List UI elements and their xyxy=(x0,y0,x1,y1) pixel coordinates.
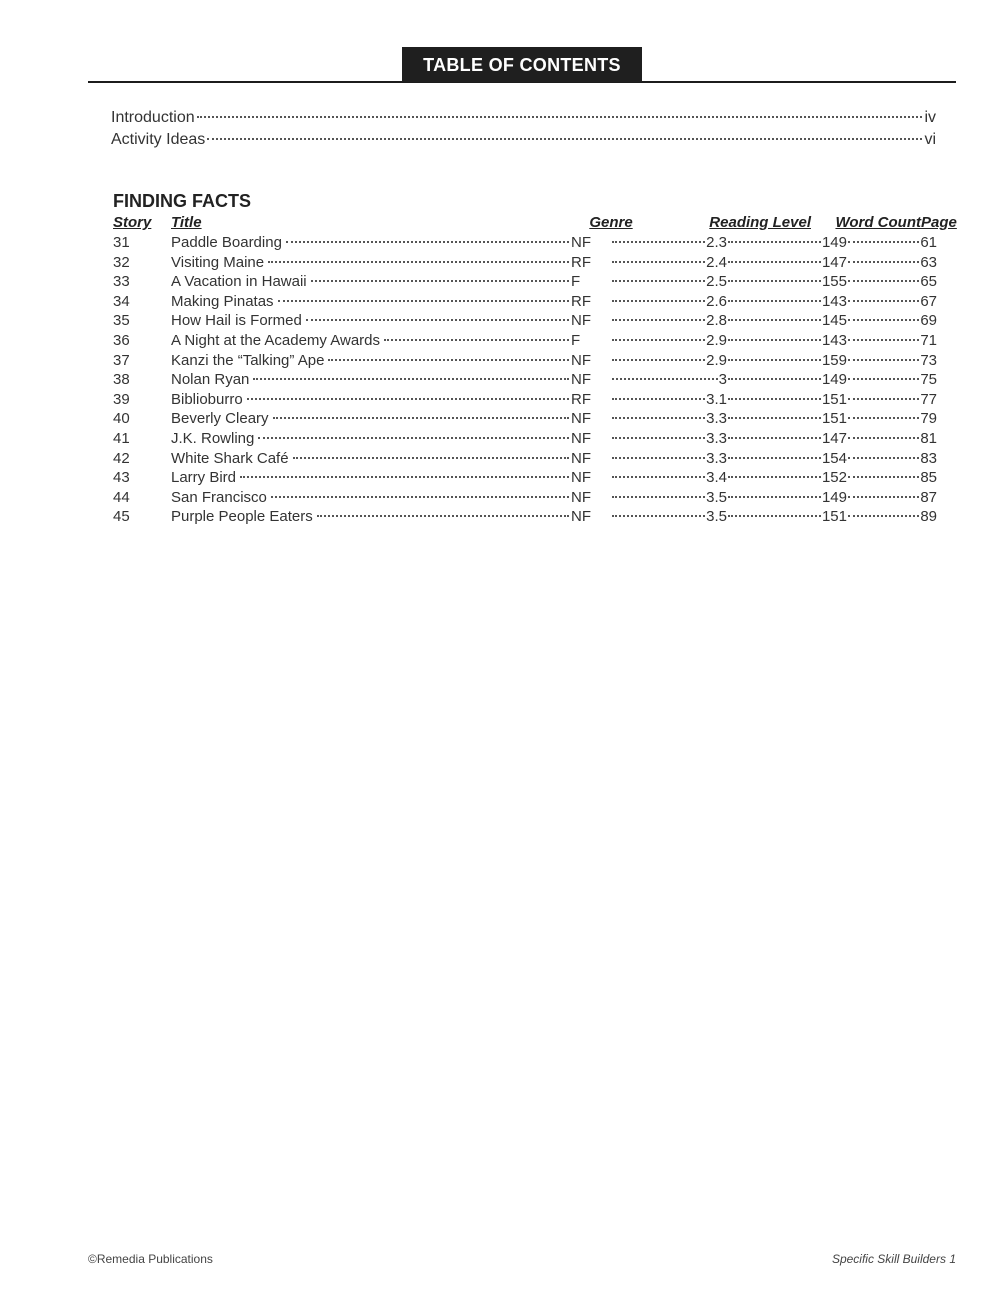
cell-reading-level xyxy=(611,253,727,273)
cell-title-text: Nolan Ryan xyxy=(171,371,250,389)
dot-leader xyxy=(728,515,821,517)
cell-title-text: Biblioburro xyxy=(171,390,243,408)
cell-page xyxy=(847,390,937,410)
cell-reading-level-text: 2.8 xyxy=(706,312,727,330)
cell-word-count xyxy=(727,488,847,508)
cell-title-text: Beverly Cleary xyxy=(171,410,269,428)
cell-title xyxy=(171,351,571,371)
col-header-word-count: Word Count xyxy=(835,214,921,231)
dot-leader xyxy=(258,437,569,439)
dot-leader xyxy=(612,319,705,321)
table-row xyxy=(113,272,937,292)
cell-genre: NF xyxy=(571,234,591,251)
cell-story: 38 xyxy=(113,371,130,389)
cell-genre: NF xyxy=(571,351,591,369)
cell-reading-level-text: 3.3 xyxy=(706,410,727,428)
dot-leader xyxy=(848,261,919,263)
table-row xyxy=(113,370,937,390)
cell-genre: F xyxy=(571,273,581,291)
dot-leader xyxy=(848,496,919,498)
cell-story: 39 xyxy=(113,390,130,408)
dot-leader xyxy=(848,437,919,439)
table-row xyxy=(113,390,937,410)
dot-leader xyxy=(848,319,919,321)
cell-word-count-text: 155 xyxy=(821,273,847,291)
cell-title-text: San Francisco xyxy=(171,488,267,506)
cell-word-count-text: 151 xyxy=(821,508,847,526)
table-row xyxy=(113,507,937,527)
cell-genre: NF xyxy=(571,429,591,447)
dot-leader xyxy=(306,319,569,321)
cell-story: 34 xyxy=(113,292,130,310)
cell-word-count-text: 143 xyxy=(821,292,847,310)
cell-story: 43 xyxy=(113,469,130,487)
cell-story: 45 xyxy=(113,508,130,526)
cell-reading-level-text: 3.1 xyxy=(706,390,727,408)
cell-reading-level xyxy=(611,370,727,390)
col-header-story: Story xyxy=(113,214,152,231)
cell-reading-level xyxy=(611,351,727,371)
cell-word-count xyxy=(727,351,847,371)
dot-leader xyxy=(728,457,821,459)
cell-word-count xyxy=(727,272,847,292)
cell-page-text: 79 xyxy=(920,410,937,428)
dot-leader xyxy=(612,261,705,263)
cell-page-text: 63 xyxy=(920,253,937,271)
cell-title-text: J.K. Rowling xyxy=(171,429,255,447)
cell-page-text: 61 xyxy=(920,234,937,251)
dot-leader xyxy=(728,417,821,419)
cell-title xyxy=(171,390,571,410)
table-row xyxy=(113,331,937,351)
cell-genre: NF xyxy=(571,371,591,389)
cell-word-count xyxy=(727,253,847,273)
table-header xyxy=(113,213,957,233)
cell-page-text: 81 xyxy=(920,429,937,447)
table-body xyxy=(113,233,937,527)
cell-reading-level-text: 2.5 xyxy=(706,273,727,291)
cell-title xyxy=(171,409,571,429)
col-header-page: Page xyxy=(921,214,957,231)
table-row xyxy=(113,429,937,449)
table-row xyxy=(113,488,937,508)
cell-reading-level-text: 2.3 xyxy=(706,234,727,251)
cell-reading-level-text: 3.5 xyxy=(706,488,727,506)
cell-page-text: 87 xyxy=(920,488,937,506)
cell-story: 37 xyxy=(113,351,130,369)
cell-genre: NF xyxy=(571,449,591,467)
dot-leader xyxy=(273,417,569,419)
table-row xyxy=(113,468,937,488)
dot-leader xyxy=(848,280,919,282)
cell-reading-level-text: 2.9 xyxy=(706,351,727,369)
dot-leader xyxy=(848,398,919,400)
cell-genre: NF xyxy=(571,508,591,526)
cell-reading-level xyxy=(611,311,727,331)
table-row xyxy=(113,409,937,429)
cell-reading-level xyxy=(611,429,727,449)
dot-leader xyxy=(728,496,821,498)
cell-title xyxy=(171,311,571,331)
cell-reading-level xyxy=(611,272,727,292)
dot-leader xyxy=(271,496,569,498)
cell-reading-level xyxy=(611,449,727,469)
cell-reading-level-text: 3.3 xyxy=(706,449,727,467)
cell-reading-level xyxy=(611,331,727,351)
cell-word-count xyxy=(727,449,847,469)
cell-story: 42 xyxy=(113,449,130,467)
cell-title-text: Kanzi the “Talking” Ape xyxy=(171,351,325,369)
cell-word-count xyxy=(727,409,847,429)
cell-title-text: White Shark Café xyxy=(171,449,289,467)
dot-leader xyxy=(728,378,821,380)
cell-word-count-text: 152 xyxy=(821,469,847,487)
dot-leader xyxy=(728,476,821,478)
table-row xyxy=(113,253,937,273)
cell-title xyxy=(171,233,571,253)
cell-reading-level xyxy=(611,390,727,410)
col-header-reading-level: Reading Level xyxy=(709,214,811,231)
dot-leader xyxy=(848,476,919,478)
cell-title-text: Purple People Eaters xyxy=(171,508,313,526)
cell-genre: NF xyxy=(571,469,591,487)
cell-title-text: Making Pinatas xyxy=(171,292,274,310)
cell-title-text: A Vacation in Hawaii xyxy=(171,273,307,291)
cell-word-count xyxy=(727,507,847,527)
dot-leader xyxy=(612,300,705,302)
dot-leader xyxy=(240,476,569,478)
cell-word-count xyxy=(727,311,847,331)
cell-page xyxy=(847,409,937,429)
dot-leader xyxy=(612,496,705,498)
cell-page xyxy=(847,429,937,449)
cell-page xyxy=(847,292,937,312)
cell-page xyxy=(847,488,937,508)
cell-title-text: Larry Bird xyxy=(171,469,237,487)
cell-word-count-text: 159 xyxy=(821,351,847,369)
dot-leader xyxy=(612,280,705,282)
cell-page xyxy=(847,331,937,351)
front-matter-page: iv xyxy=(924,109,936,126)
front-matter-label: Introduction xyxy=(111,109,195,126)
cell-page-text: 89 xyxy=(920,508,937,526)
dot-leader xyxy=(612,359,705,361)
dot-leader xyxy=(612,339,705,341)
dot-leader xyxy=(317,515,569,517)
cell-reading-level xyxy=(611,468,727,488)
cell-word-count-text: 151 xyxy=(821,410,847,428)
dot-leader xyxy=(612,417,705,419)
cell-title xyxy=(171,507,571,527)
cell-word-count-text: 149 xyxy=(821,371,847,389)
cell-genre: RF xyxy=(571,292,591,310)
dot-leader xyxy=(286,241,569,243)
cell-page xyxy=(847,468,937,488)
cell-title-text: Visiting Maine xyxy=(171,253,265,271)
front-matter-item xyxy=(111,107,936,129)
cell-title xyxy=(171,292,571,312)
cell-reading-level-text: 3.3 xyxy=(706,429,727,447)
footer-copyright: ©Remedia Publications xyxy=(88,1252,213,1266)
table-row xyxy=(113,311,937,331)
cell-title xyxy=(171,449,571,469)
dot-leader xyxy=(848,359,919,361)
cell-story: 44 xyxy=(113,488,130,506)
cell-page-text: 73 xyxy=(920,351,937,369)
cell-story: 32 xyxy=(113,253,130,271)
cell-page-text: 83 xyxy=(920,449,937,467)
cell-word-count-text: 154 xyxy=(821,449,847,467)
cell-page-text: 75 xyxy=(920,371,937,389)
front-matter-item xyxy=(111,129,936,151)
cell-word-count-text: 145 xyxy=(821,312,847,330)
cell-story: 33 xyxy=(113,273,130,291)
dot-leader xyxy=(848,378,919,380)
cell-genre: F xyxy=(571,331,581,349)
cell-title-text: Paddle Boarding xyxy=(171,234,282,251)
cell-reading-level xyxy=(611,507,727,527)
dot-leader xyxy=(728,261,821,263)
cell-reading-level-text: 2.4 xyxy=(706,253,727,271)
dot-leader xyxy=(612,515,705,517)
dot-leader xyxy=(728,280,821,282)
cell-word-count-text: 147 xyxy=(821,429,847,447)
cell-genre: NF xyxy=(571,488,591,506)
cell-title-text: A Night at the Academy Awards xyxy=(171,331,381,349)
dot-leader xyxy=(848,457,919,459)
front-matter-list xyxy=(111,107,936,151)
cell-word-count-text: 147 xyxy=(821,253,847,271)
cell-page xyxy=(847,351,937,371)
dot-leader xyxy=(328,359,569,361)
cell-reading-level-text: 2.9 xyxy=(706,331,727,349)
cell-story: 31 xyxy=(113,234,130,251)
dot-leader xyxy=(268,261,569,263)
dot-leader xyxy=(253,378,569,380)
cell-story: 40 xyxy=(113,410,130,428)
cell-title xyxy=(171,272,571,292)
cell-story: 35 xyxy=(113,312,130,330)
cell-word-count xyxy=(727,429,847,449)
cell-genre: NF xyxy=(571,410,591,428)
cell-word-count xyxy=(727,390,847,410)
dot-leader xyxy=(278,300,569,302)
cell-word-count xyxy=(727,233,847,253)
dot-leader xyxy=(612,437,705,439)
table-row xyxy=(113,292,937,312)
cell-reading-level xyxy=(611,233,727,253)
dot-leader xyxy=(612,378,718,380)
cell-page-text: 71 xyxy=(920,331,937,349)
dot-leader xyxy=(612,457,705,459)
cell-title xyxy=(171,370,571,390)
table-row xyxy=(113,233,937,253)
dot-leader xyxy=(207,138,922,140)
cell-page xyxy=(847,507,937,527)
cell-page xyxy=(847,449,937,469)
page-title: TABLE OF CONTENTS xyxy=(402,47,642,82)
cell-word-count xyxy=(727,468,847,488)
footer-book-title: Specific Skill Builders 1 xyxy=(831,1252,956,1266)
dot-leader xyxy=(612,398,705,400)
cell-reading-level xyxy=(611,409,727,429)
dot-leader xyxy=(728,241,821,243)
table-row xyxy=(113,351,937,371)
story-table xyxy=(113,213,957,527)
cell-genre: NF xyxy=(571,312,591,330)
dot-leader xyxy=(848,417,919,419)
cell-page-text: 67 xyxy=(920,292,937,310)
dot-leader xyxy=(728,359,821,361)
cell-page xyxy=(847,272,937,292)
cell-reading-level-text: 2.6 xyxy=(706,292,727,310)
cell-page xyxy=(847,311,937,331)
cell-page-text: 85 xyxy=(920,469,937,487)
dot-leader xyxy=(848,300,919,302)
cell-reading-level xyxy=(611,292,727,312)
dot-leader xyxy=(848,515,919,517)
col-header-genre: Genre xyxy=(589,214,633,231)
dot-leader xyxy=(728,398,821,400)
cell-title xyxy=(171,429,571,449)
dot-leader xyxy=(311,280,569,282)
cell-word-count-text: 149 xyxy=(821,488,847,506)
cell-reading-level-text: 3.4 xyxy=(706,469,727,487)
cell-page-text: 77 xyxy=(920,390,937,408)
cell-page xyxy=(847,233,937,253)
dot-leader xyxy=(728,319,821,321)
cell-genre: RF xyxy=(571,390,591,408)
dot-leader xyxy=(384,339,569,341)
cell-page xyxy=(847,253,937,273)
cell-title xyxy=(171,253,571,273)
cell-title xyxy=(171,468,571,488)
cell-word-count xyxy=(727,292,847,312)
dot-leader xyxy=(612,476,705,478)
section-title: FINDING FACTS xyxy=(113,191,251,211)
cell-reading-level-text: 3 xyxy=(718,371,727,389)
dot-leader xyxy=(247,398,569,400)
front-matter-page: vi xyxy=(924,131,936,148)
cell-page xyxy=(847,370,937,390)
cell-story: 36 xyxy=(113,331,130,349)
cell-title-text: How Hail is Formed xyxy=(171,312,302,330)
cell-genre: RF xyxy=(571,253,591,271)
cell-word-count xyxy=(727,331,847,351)
dot-leader xyxy=(197,116,923,118)
table-row xyxy=(113,449,937,469)
cell-reading-level xyxy=(611,488,727,508)
cell-word-count-text: 151 xyxy=(821,390,847,408)
dot-leader xyxy=(293,457,569,459)
cell-reading-level-text: 3.5 xyxy=(706,508,727,526)
dot-leader xyxy=(728,300,821,302)
cell-title xyxy=(171,488,571,508)
cell-page-text: 65 xyxy=(920,273,937,291)
dot-leader xyxy=(728,339,821,341)
dot-leader xyxy=(612,241,705,243)
cell-word-count-text: 149 xyxy=(821,234,847,251)
dot-leader xyxy=(728,437,821,439)
cell-story: 41 xyxy=(113,429,130,447)
cell-page-text: 69 xyxy=(920,312,937,330)
dot-leader xyxy=(848,339,919,341)
front-matter-label: Activity Ideas xyxy=(111,131,206,148)
cell-title xyxy=(171,331,571,351)
col-header-title: Title xyxy=(171,214,202,231)
cell-word-count-text: 143 xyxy=(821,331,847,349)
cell-word-count xyxy=(727,370,847,390)
dot-leader xyxy=(848,241,919,243)
